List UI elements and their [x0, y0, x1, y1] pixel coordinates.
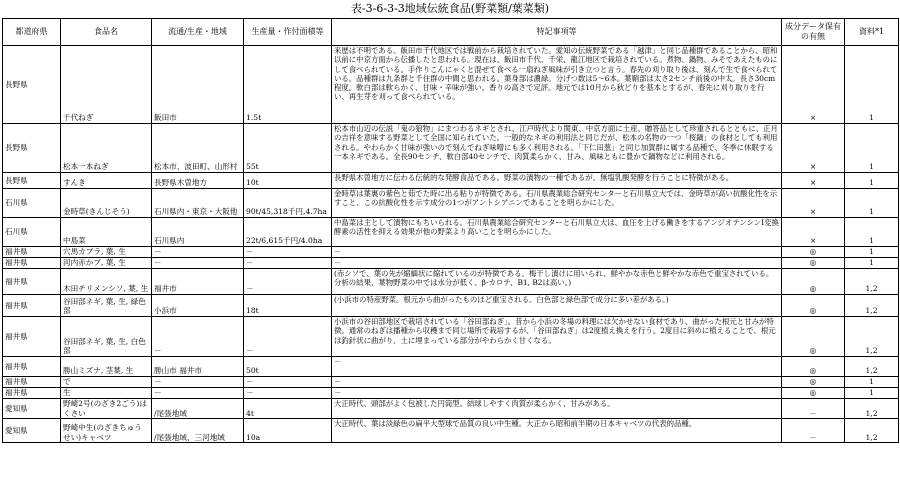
table-row [3, 173, 899, 189]
notes-cell: 大正時代、葉は淡緑色の扁平大型球で品質の良い中生種。大正から昭和前半期の日本キャベツの代表的品種。 [332, 419, 782, 443]
notes-cell: － [332, 377, 782, 388]
source-cell: 1,2 [845, 295, 899, 317]
notes-cell: － [332, 258, 782, 269]
food-name-cell: 金時草(きんじそう) [61, 189, 152, 218]
table-row [3, 317, 899, 357]
food-name-cell: 谷田部ネギ, 葉, 生, 白色部 [61, 317, 152, 357]
source-cell: 1 [845, 218, 899, 247]
table-row [3, 419, 899, 443]
header-notes: 特記事項等 [332, 19, 782, 46]
table-title: 表-3-6-3-3地域伝統食品(野菜類/葉菜類) [350, 2, 550, 15]
region-cell: 松本市、波田町、山形村 [152, 124, 244, 173]
source-cell: 1 [845, 189, 899, 218]
source-cell: 1,2 [845, 399, 899, 419]
table-row [3, 357, 899, 377]
data-availability-cell: ◎ [782, 317, 845, 357]
header-source: 資料*1 [845, 19, 899, 46]
header-row [3, 19, 899, 46]
table-row [3, 269, 899, 295]
notes-cell: － [332, 247, 782, 258]
header-amount: 生産量・作付面積等 [244, 19, 332, 46]
region-cell: /尾張地域 [152, 399, 244, 419]
notes-cell: － [332, 388, 782, 399]
amount-cell: 50t [244, 357, 332, 377]
table-row [3, 399, 899, 419]
region-cell: 石川県内 [152, 218, 244, 247]
notes-cell: (小浜市の特産野菜。根元から曲がったものほど重宝される。白色部と緑色部で成分に多い差がある。) [332, 295, 782, 317]
notes-cell: 松本市山辺の伝説「鬼の狼物」にまつわるネギとされ、江戸時代より関東、中京方面に土産、贈答品として珍重されるとともに、正月の吉祥を意味する野菜として全国に知られていた。一般的なネギの利用法と同じだが、松本の名物の一つ「桜鍋」の食材としても利用される。やわらかく甘味が強いので刻んでねぎ味噌にも多く利用される。「下仁田葱」と同じ加賀群に属する品種で、冬季に休眠する一本ネギである。全長90センチ、軟白部40センチで、肉質柔らかく、甘み、風味ともに豊かで鍋物などに利用される。 [332, 124, 782, 173]
amount-cell: 18t [244, 295, 332, 317]
amount-cell: － [244, 247, 332, 258]
food-name-cell: 穴馬カブラ, 葉, 生 [61, 247, 152, 258]
data-availability-cell: － [782, 419, 845, 443]
food-name-cell: 野崎中生(のざきちゅうせい)キャベツ [61, 419, 152, 443]
data-availability-cell: × [782, 189, 845, 218]
table-row [3, 258, 899, 269]
data-availability-cell: ◎ [782, 258, 845, 269]
food-name-cell: 河内赤かブ, 葉, 生 [61, 258, 152, 269]
region-cell: － [152, 258, 244, 269]
food-name-cell: 中島菜 [61, 218, 152, 247]
region-cell: － [152, 317, 244, 357]
header-region: 流通/生産・地域 [152, 19, 244, 46]
header-data-availability: 成分データ保有の有無 [782, 19, 845, 46]
region-cell: /尾張地域、三河地域 [152, 419, 244, 443]
notes-cell: 金時草は葉裏の紫色と茹でた時に出る粘りが特徴である。石川県農業総合研究センターと石川県立大では、金時草が高い抗酸化性を示すこと、この抗酸化性を示す成分の1つがアントシアニンであることを明らかにした。 [332, 189, 782, 218]
food-name-cell: 勝山ミズナ, 茎葉, 生 [61, 357, 152, 377]
region-cell: 飯田市 [152, 46, 244, 124]
region-cell: 石川県内・東京・大阪他 [152, 189, 244, 218]
amount-cell: 22t/6,615千円/4.0ha [244, 218, 332, 247]
prefecture-cell: 福井県 [3, 258, 61, 269]
food-name-cell: 谷田部ネギ, 葉, 生, 緑色部 [61, 295, 152, 317]
prefecture-cell: 福井県 [3, 269, 61, 295]
header-prefecture: 都道府県 [3, 19, 61, 46]
source-cell: 1,2 [845, 317, 899, 357]
source-cell: 1 [845, 173, 899, 189]
source-cell: 1 [845, 46, 899, 124]
data-availability-cell: ◎ [782, 269, 845, 295]
food-name-cell: 木田チリメンシソ, 葉, 生 [61, 269, 152, 295]
source-cell: 1 [845, 388, 899, 399]
table-row [3, 377, 899, 388]
table-row [3, 124, 899, 173]
food-name-cell: で [61, 377, 152, 388]
food-table [2, 18, 899, 443]
food-name-cell: 松本一本ねぎ [61, 124, 152, 173]
source-cell: 1 [845, 258, 899, 269]
amount-cell: 4t [244, 399, 332, 419]
prefecture-cell: 長野県 [3, 173, 61, 189]
region-cell: － [152, 388, 244, 399]
amount-cell: 10a [244, 419, 332, 443]
prefecture-cell: 福井県 [3, 295, 61, 317]
notes-cell: 来歴は不明である。飯田市千代地区では戦前から栽培されていた。愛知の伝統野菜である「越津」と同じ品種群であることから、昭和以前に中京方面から伝播したと思われる。現在は、飯田市千代、千栄、龍江地区で栽培されている。煮物、鍋物、みそであえたものにして食べられている。手作りこんにゃくと混ぜて食べる一扇ねぎ風味が引き立つと言う。春先の刈り取り後は、刻んで生で食べられている。品種群は九条群と千住群の中間と思われる。葉身部は濃緑。分げつ数は5～6本。葉鞘部は太さ2センチ前後の中太。長さ30cm程度。軟白部は軟らかく、甘味・辛味が強い。香りの高さで定評。地元では10月から秋どりを基本とするが、春先に刈り取りを行い、再生芽を刈って食べられている。 [332, 46, 782, 124]
table-body [3, 46, 899, 443]
table-row [3, 247, 899, 258]
data-availability-cell: ◎ [782, 388, 845, 399]
source-cell: 1,2 [845, 357, 899, 377]
table-row [3, 46, 899, 124]
data-availability-cell: × [782, 46, 845, 124]
amount-cell: － [244, 258, 332, 269]
prefecture-cell: 長野県 [3, 124, 61, 173]
prefecture-cell: 福井県 [3, 317, 61, 357]
amount-cell: 10t [244, 173, 332, 189]
amount-cell: － [244, 377, 332, 388]
table-row [3, 218, 899, 247]
amount-cell: － [244, 317, 332, 357]
amount-cell: 55t [244, 124, 332, 173]
region-cell: － [152, 247, 244, 258]
amount-cell: － [244, 269, 332, 295]
prefecture-cell: 愛知県 [3, 419, 61, 443]
data-availability-cell: ◎ [782, 295, 845, 317]
food-name-cell: 生 [61, 388, 152, 399]
prefecture-cell: 福井県 [3, 388, 61, 399]
region-cell: 福井市 [152, 269, 244, 295]
region-cell: 勝山市 福井市 [152, 357, 244, 377]
data-availability-cell: － [782, 399, 845, 419]
table-row [3, 189, 899, 218]
notes-cell: 大正時代、頭部がよく包被した円筒型。結球しやすく肉質が柔らかく、甘みがある。 [332, 399, 782, 419]
notes-cell: 小浜市の谷田部地区で栽培されている「谷田部ねぎ」。昔から小浜の冬場の料理には欠かせない食材であり、曲がった根元と甘みが特徴。通常のねぎは播種から収穫まで同じ場所で栽培するが、「谷田部ねぎ」は2度植え換えを行う。2度目に斜めに植えることで、根元は釣針状に曲がり、土に埋まっている部分がやわらかく甘くなる。 [332, 317, 782, 357]
amount-cell: － [244, 388, 332, 399]
source-cell: 1 [845, 124, 899, 173]
data-availability-cell: ◎ [782, 357, 845, 377]
region-cell: 長野県木曽地方 [152, 173, 244, 189]
prefecture-cell: 福井県 [3, 247, 61, 258]
data-availability-cell: × [782, 124, 845, 173]
prefecture-cell: 石川県 [3, 189, 61, 218]
data-availability-cell: × [782, 173, 845, 189]
food-name-cell: 千代ねぎ [61, 46, 152, 124]
table-row [3, 295, 899, 317]
source-cell: 1 [845, 247, 899, 258]
prefecture-cell: 愛知県 [3, 399, 61, 419]
source-cell: 1,2 [845, 419, 899, 443]
prefecture-cell: 石川県 [3, 218, 61, 247]
notes-cell: 中島菜は主として漬物にもちいられる。石川県農業総合研究センターと石川県立大は、血圧を上げる働きをするアンジオテンシンⅠ変換酵素の活性を抑える効果が他の野菜より高いことを明らかにした。 [332, 218, 782, 247]
data-availability-cell: ◎ [782, 247, 845, 258]
prefecture-cell: 長野県 [3, 46, 61, 124]
prefecture-cell: 福井県 [3, 357, 61, 377]
region-cell: 小浜市 [152, 295, 244, 317]
amount-cell: 90t/45,318千円,4.7ha [244, 189, 332, 218]
source-cell: 1 [845, 377, 899, 388]
table-row [3, 388, 899, 399]
notes-cell: － [332, 357, 782, 377]
source-cell: 1,2 [845, 269, 899, 295]
notes-cell: (赤シソで、葉の先が縮緬状に縮れているのが特徴である。梅干し漬けに用いられ、鮮やかな赤色と鮮やかな赤色で重宝されている。分析の結果、葉物野菜の中では水分が低く、β-カロテ、B1, B2は高い。) [332, 269, 782, 295]
prefecture-cell: 福井県 [3, 377, 61, 388]
region-cell: － [152, 377, 244, 388]
data-availability-cell: ◎ [782, 377, 845, 388]
amount-cell: 1.5t [244, 46, 332, 124]
notes-cell: 長野県木曽地方に伝わる伝統的な発酵食品である。野菜の漬物の一種であるが、無塩乳酸発酵を行うことに特徴がある。 [332, 173, 782, 189]
food-name-cell: 野崎2号(のざき2ごう)はくさい [61, 399, 152, 419]
data-availability-cell: × [782, 218, 845, 247]
food-name-cell: すんき [61, 173, 152, 189]
header-food-name: 食品名 [61, 19, 152, 46]
